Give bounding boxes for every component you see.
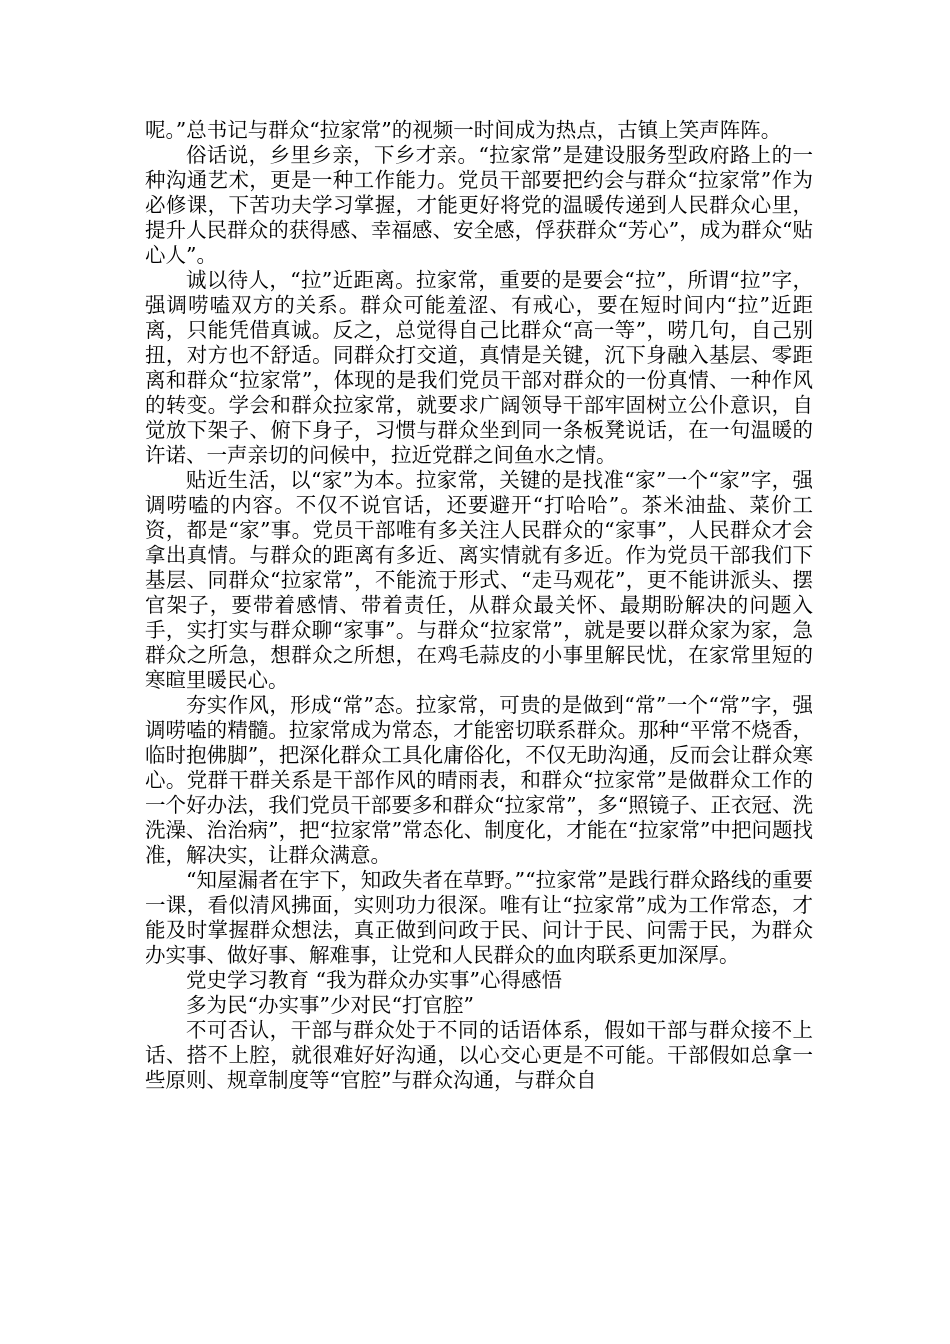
section-heading: 党史学习教育 “我为群众办实事”心得感悟 [186, 968, 562, 992]
paragraph-1: 呢。”总书记与群众“拉家常”的视频一时间成为热点，古镇上笑声阵阵。 [145, 118, 782, 142]
paragraph-6: “知屋漏者在宇下，知政失者在草野。”“拉家常”是践行群众路线的重要一课，看似清风拂面，实则功力很深。唯有让“拉家常”成为工作常态，才能及时掌握群众想法，真正做到问政于民、问计于民、问需于民，为群众办实事、做好事、解难事，让党和人民群众的血肉联系更加深厚。 [145, 868, 813, 967]
paragraph-4: 贴近生活，以“家”为本。拉家常，关键的是找准“家”一个“家”字，强调唠嗑的内容。不仅不说官话，还要避开“打哈哈”。茶米油盐、菜价工资，都是“家”事。党员干部唯有多关注人民群众的“家事”，人民群众才会拿出真情。与群众的距离有多近、离实情就有多近。作为党员干部我们下基层、同群众“拉家常”，不能流于形式、“走马观花”，更不能讲派头、摆官架子，要带着感情、带着责任，从群众最关怀、最期盼解决的问题入手，实打实与群众聊“家事”。与群众“拉家常”，就是要以群众家为家，急群众之所急，想群众之所想，在鸡毛蒜皮的小事里解民忧，在家常里短的寒暄里暖民心。 [145, 468, 813, 692]
article-title: 多为民“办实事”少对民“打官腔” [186, 993, 474, 1017]
paragraph-3: 诚以待人，“拉”近距离。拉家常，重要的是要会“拉”，所谓“拉”字，强调唠嗑双方的关系。群众可能羞涩、有戒心，要在短时间内“拉”近距离，只能凭借真诚。反之，总觉得自己比群众“高一等”，唠几句，自己别扭，对方也不舒适。同群众打交道，真情是关键，沉下身融入基层、零距离和群众“拉家常”，体现的是我们党员干部对群众的一份真情、一种作风的转变。学会和群众拉家常，就要求广阔领导干部牢固树立公仆意识，自觉放下架子、俯下身子，习惯与群众坐到同一条板凳说话，在一句温暖的许诺、一声亲切的问候中，拉近党群之间鱼水之情。 [145, 268, 813, 467]
paragraph-2: 俗话说，乡里乡亲，下乡才亲。“拉家常”是建设服务型政府路上的一种沟通艺术，更是一种工作能力。党员干部要把约会与群众“拉家常”作为必修课，下苦功夫学习掌握，才能更好将党的温暖传递到人民群众心里，提升人民群众的获得感、幸福感、安全感，俘获群众“芳心”，成为群众“贴心人”。 [145, 143, 813, 267]
paragraph-7: 不可否认，干部与群众处于不同的话语体系，假如干部与群众接不上话、搭不上腔，就很难好好沟通，以心交心更是不可能。干部假如总拿一些原则、规章制度等“官腔”与群众沟通，与群众自 [145, 1018, 813, 1092]
document-page [145, 118, 813, 1093]
paragraph-5: 夯实作风，形成“常”态。拉家常，可贵的是做到“常”一个“常”字，强调唠嗑的精髓。拉家常成为常态，才能密切联系群众。那种“平常不烧香，临时抱佛脚”，把深化群众工具化庸俗化，不仅无助沟通，反而会让群众寒心。党群干群关系是干部作风的晴雨表，和群众“拉家常”是做群众工作的一个好办法，我们党员干部要多和群众“拉家常”，多“照镜子、正衣冠、洗洗澡、治治病”，把“拉家常”常态化、制度化，才能在“拉家常”中把问题找准，解决实，让群众满意。 [145, 693, 813, 867]
